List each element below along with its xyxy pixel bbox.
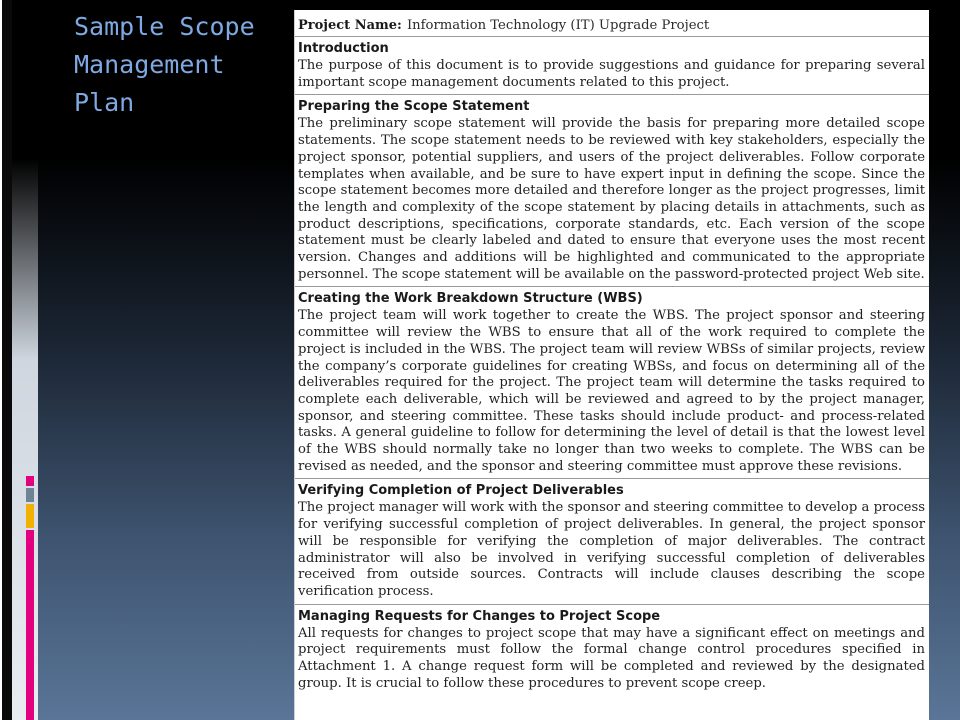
decor-yellow-block [26, 504, 34, 528]
title-line: Plan [74, 88, 135, 117]
section-body: The preliminary scope statement will provide the basis for preparing more detailed scope statements. The scope statement needs to be reviewed with key stakeholders, especially the project sponsor, potential suppliers, and users of the project deliverables. Follow corporate templates when available, and be sure to have expert input in defining the scope. Since the scope statement becomes more detailed and therefore longer as the project progresses, limit the length and complexity of the scope statement by placing details in attachments, such as product descriptions, specifications, corporate standards, etc. Each version of the scope statement must be clearly labeled and dated to ensure that everyone uses the most recent version. Changes and additions will be highlighted and communicated to the appropriate personnel. The scope statement will be available on the password-protected project Web site. [298, 116, 925, 282]
section-heading: Introduction [298, 41, 389, 56]
section-heading: Preparing the Scope Statement [298, 99, 530, 115]
title-line: Sample Scope [74, 12, 255, 41]
section-body: The project manager will work with the sponsor and steering committee to develop a process for verifying successful completion of project deliverables. In general, the project sponsor will be responsible for verifying the completion of major deliverables. The contract administrator will also be involved in verifying successful completion of deliverables received from outside sources. Contracts will include clauses describing the scope verification process. [298, 500, 925, 599]
project-name-label: Project Name: [298, 18, 402, 33]
decor-pink-bar [26, 530, 34, 720]
section-body: The purpose of this document is to provide suggestions and guidance for preparing several important scope management documents related to this project. [298, 58, 925, 90]
section-heading: Creating the Work Breakdown Structure (WBS) [298, 291, 643, 307]
section-scope-statement [295, 95, 929, 287]
slide-title [74, 8, 284, 122]
section-body: All requests for changes to project scope that may have a significant effect on meetings and project requirements must follow the formal change control procedures specified in Attachment 1. A change request form will be completed and reviewed by the designated group. It is crucial to follow these procedures to prevent scope creep. [298, 625, 925, 691]
decor-pink-block [26, 476, 34, 486]
section-introduction [295, 37, 929, 95]
section-heading: Verifying Completion of Project Deliverables [298, 483, 624, 499]
left-light-bar [12, 0, 38, 720]
section-heading: Managing Requests for Changes to Project Scope [298, 608, 661, 624]
left-dark-bar [2, 0, 12, 720]
scope-plan-document [294, 10, 929, 720]
project-name-value: Information Technology (IT) Upgrade Project [406, 18, 710, 33]
section-wbs [295, 287, 929, 479]
title-line: Management [74, 50, 225, 79]
decor-gray-block [26, 488, 34, 502]
section-change-requests [295, 605, 929, 696]
project-name-row [295, 10, 929, 37]
section-verifying-completion [295, 479, 929, 604]
section-body: The project team will work together to create the WBS. The project sponsor and steering committee will review the WBS to ensure that all of the work required to complete the project is included in the WBS. The project team will review WBSs of similar projects, review the company’s corporate guidelines for creating WBSs, and focus on determining all of the deliverables required for the project. The project team will determine the tasks required to complete each deliverable, which will be reviewed and agreed to by the project manager, sponsor, and steering committee. These tasks should include product- and process-related tasks. A general guideline to follow for determining the level of detail is that the lowest level of the WBS should normally take no longer than two weeks to complete. The WBS can be revised as needed, and the sponsor and steering committee must approve these revisions. [298, 308, 925, 474]
